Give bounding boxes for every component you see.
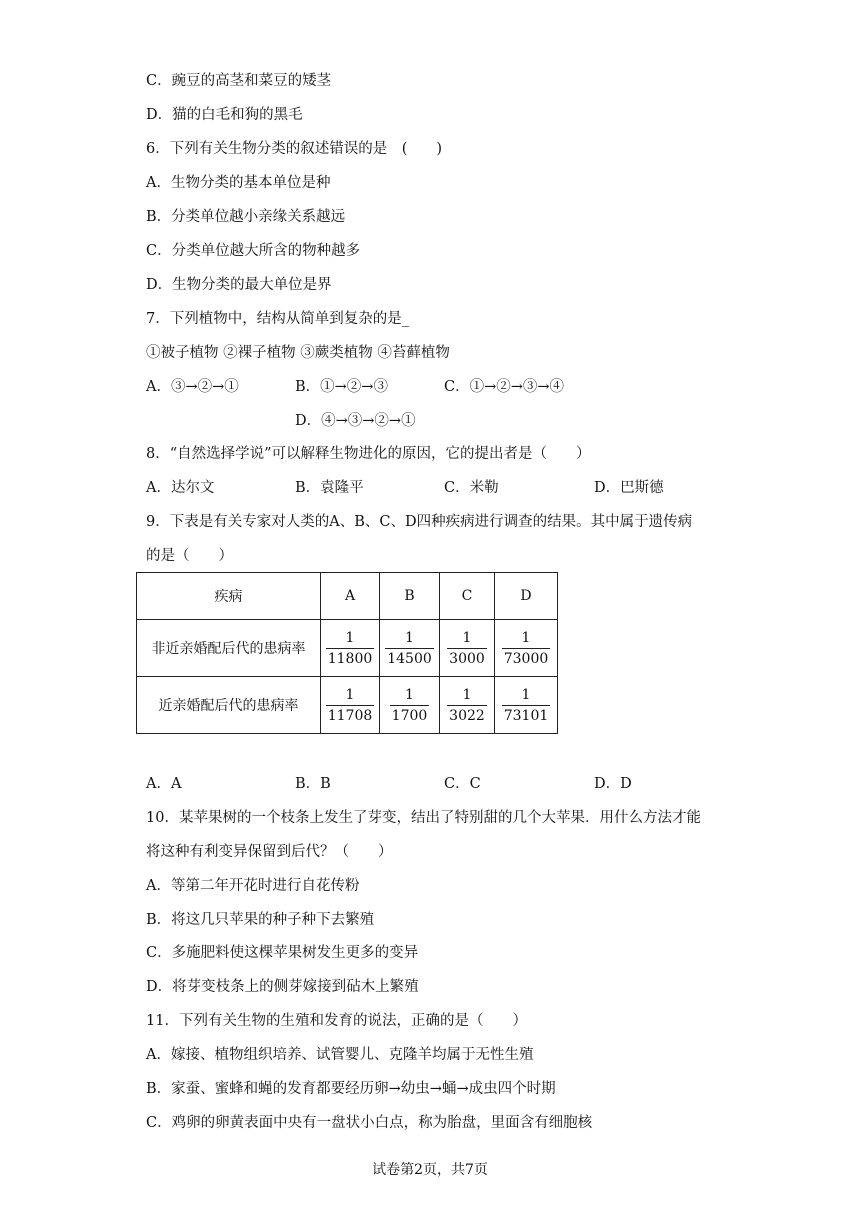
fraction [502,687,551,724]
q9-option-c: C．C [444,776,481,792]
header-cell-disease: 疾病 [137,573,321,620]
denominator: 11708 [327,707,373,724]
q8-option-a: A．达尔文 [146,480,215,496]
q11-option-a: A．嫁接、植物组织培养、试管婴儿、克隆羊均属于无性生殖 [146,1047,534,1063]
q6-option-a: A．生物分类的基本单位是种 [146,175,331,191]
numerator: 1 [345,629,355,646]
denominator: 11800 [327,650,373,667]
q9-stem-line1: 9．下表是有关专家对人类的A、B、C、D四种疾病进行调查的结果。其中属于遗传病 [146,514,693,530]
rate-cell [440,677,495,734]
q8-option-c: C．米勒 [444,480,499,496]
rate-cell [495,620,558,677]
numerator: 1 [405,686,414,703]
q9-option-b: B．B [295,776,331,792]
q7-stem: 7．下列植物中，结构从简单到复杂的是_ [146,311,409,327]
q5-option-d: D．猫的白毛和狗的黑毛 [146,107,303,123]
q8-option-d: D．巴斯德 [594,480,664,496]
q7-option-b: B．①→②→③ [295,379,388,395]
rate-cell [440,620,495,677]
table-header-row [137,573,558,620]
q6-option-c: C．分类单位越大所含的物种越多 [146,243,361,259]
page-footer: 试卷第2页，共7页 [372,1162,488,1178]
fraction [502,630,551,667]
denominator: 73101 [503,707,549,724]
row-label: 非近亲婚配后代的患病率 [137,620,321,677]
rate-cell [321,677,380,734]
numerator: 1 [521,629,531,646]
fraction [447,687,487,724]
q7-option-a: A．③→②→① [146,379,239,395]
numerator: 1 [462,686,472,703]
q8-option-b: B．袁隆平 [295,480,364,496]
q9-option-d: D．D [594,776,632,792]
q9-stem-line2: 的是（ ） [146,548,233,564]
q10-stem-line1: 10．某苹果树的一个枝条上发生了芽变，结出了特别甜的几个大苹果．用什么方法才能 [146,810,701,826]
rate-cell [380,620,440,677]
fraction [390,687,430,724]
table-row [137,620,558,677]
q11-stem: 11．下列有关生物的生殖和发育的说法，正确的是（ ） [146,1013,527,1029]
fraction [447,630,487,667]
q11-option-b: B．家蚕、蜜蜂和蝇的发育都要经历卵→幼虫→蛹→成虫四个时期 [146,1081,556,1097]
q5-option-c: C．豌豆的高茎和菜豆的矮茎 [146,73,332,89]
denominator: 73000 [503,650,549,667]
disease-survey-table [136,572,558,734]
denominator: 1700 [391,707,428,724]
rate-cell [380,677,440,734]
q7-option-c: C．①→②→③→④ [444,379,565,395]
denominator: 3000 [449,650,485,667]
q6-stem: 6．下列有关生物分类的叙述错误的是 ( ) [146,141,443,157]
q9-option-a: A．A [146,776,182,792]
numerator: 1 [521,686,531,703]
fraction [385,630,434,667]
numerator: 1 [462,629,472,646]
q6-option-d: D．生物分类的最大单位是界 [146,277,332,293]
q10-option-b: B．将这几只苹果的种子种下去繁殖 [146,912,375,928]
q10-stem-line2: 将这种有利变异保留到后代？（ ） [146,844,393,860]
fraction [326,687,375,724]
header-cell-c: C [440,573,495,620]
q10-option-d: D．将芽变枝条上的侧芽嫁接到砧木上繁殖 [146,979,419,995]
header-cell-d: D [495,573,558,620]
numerator: 1 [405,629,414,646]
q11-option-c: C．鸡卵的卵黄表面中央有一盘状小白点，称为胎盘，里面含有细胞核 [146,1115,593,1131]
fraction [326,630,375,667]
table-row [137,677,558,734]
header-cell-a: A [321,573,380,620]
q7-option-d: D．④→③→②→① [295,413,416,429]
header-cell-b: B [380,573,440,620]
q7-items: ①被子植物 ②裸子植物 ③蕨类植物 ④苔藓植物 [146,345,450,361]
rate-cell [495,677,558,734]
denominator: 14500 [387,650,432,667]
denominator: 3022 [449,707,485,724]
rate-cell [321,620,380,677]
numerator: 1 [345,686,355,703]
q6-option-b: B．分类单位越小亲缘关系越远 [146,209,346,225]
q10-option-c: C．多施肥料使这棵苹果树发生更多的变异 [146,945,419,961]
q10-option-a: A．等第二年开花时进行自花传粉 [146,878,360,894]
q8-stem: 8．“自然选择学说”可以解释生物进化的原因，它的提出者是（ ） [146,446,591,462]
row-label: 近亲婚配后代的患病率 [137,677,321,734]
